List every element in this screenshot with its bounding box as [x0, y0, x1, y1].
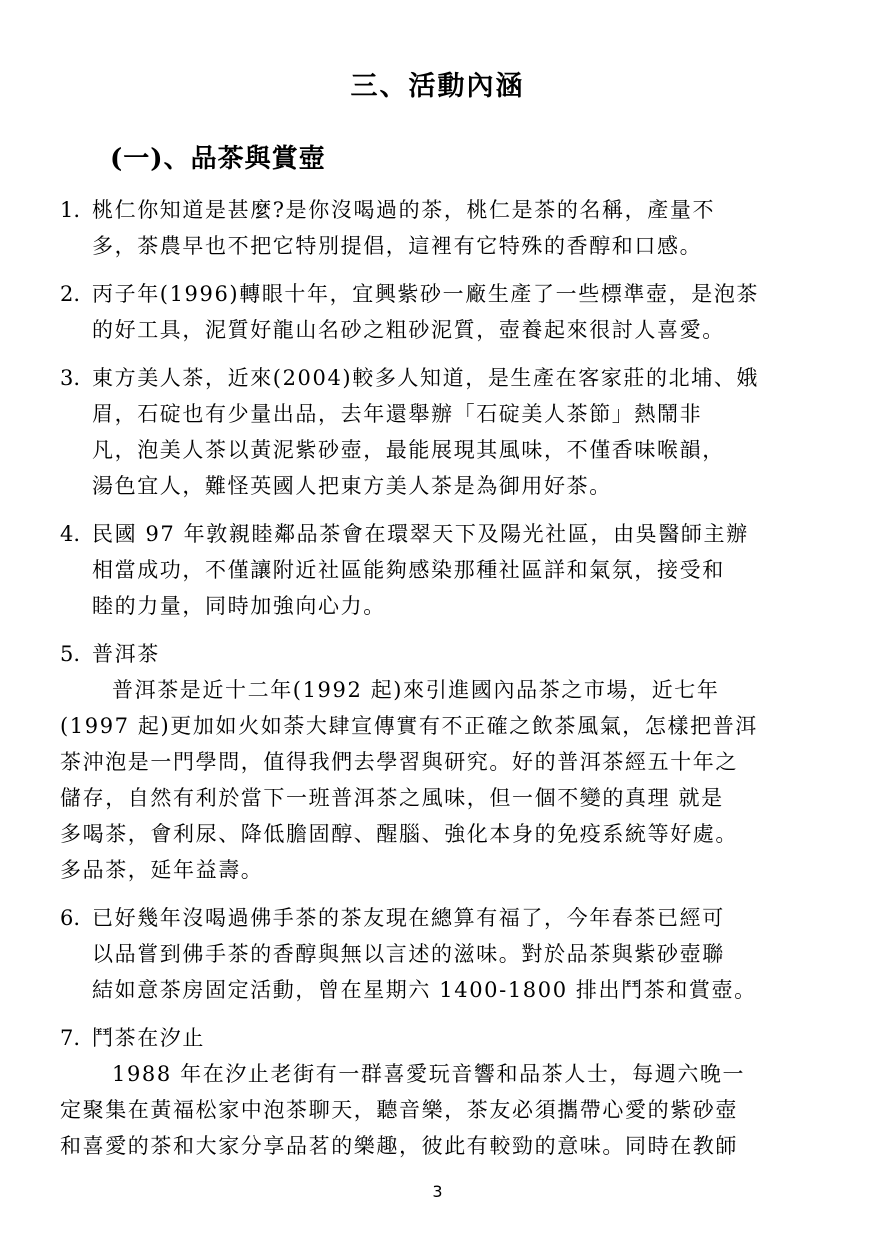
list-item-1 [60, 192, 812, 264]
paragraph-line: 普洱茶是近十二年(1992 起)來引進國內品茶之市場，近七年 [112, 678, 720, 702]
item-number: 4. [60, 522, 81, 546]
item-text-line: 相當成功，不僅讓附近社區能夠感染那種社區詳和氣氛，接受和 [92, 558, 725, 582]
page-number: 3 [432, 1182, 443, 1201]
item-text-line: 凡，泡美人茶以黃泥紫砂壺，最能展現其風味，不僅香味喉韻， [92, 438, 725, 462]
list-item-5 [60, 636, 812, 888]
document-body [60, 192, 812, 1176]
paragraph-line: 和喜愛的茶和大家分享品茗的樂趣，彼此有較勁的意味。同時在教師 [60, 1134, 738, 1158]
list-item-4 [60, 516, 812, 624]
item-text-line: 湯色宜人，難怪英國人把東方美人茶是為御用好茶。 [92, 474, 612, 498]
item-text-line: 結如意茶房固定活動，曾在星期六 1400-1800 排出鬥茶和賞壺。 [92, 978, 757, 1002]
paragraph-line: 定聚集在黃福松家中泡茶聊天，聽音樂，茶友必須攜帶心愛的紫砂壺 [60, 1098, 738, 1122]
paragraph-line: (1997 起)更加如火如荼大肆宣傳實有不正確之飲茶風氣，怎樣把普洱 [60, 714, 758, 738]
item-text-line: 已好幾年沒喝過佛手茶的茶友現在總算有福了，今年春茶已經可 [92, 906, 725, 930]
item-title: 普洱茶 [92, 642, 160, 666]
list-item-2 [60, 276, 812, 348]
item-number: 3. [60, 366, 81, 390]
item-text-line: 眉，石碇也有少量出品，去年還舉辦「石碇美人茶節」熱鬧非 [92, 402, 703, 426]
item-number: 2. [60, 282, 81, 306]
section-heading: (一)、品茶與賞壺 [110, 144, 326, 174]
item-number: 7. [60, 1026, 81, 1050]
item-text-line: 丙子年(1996)轉眼十年，宜興紫砂一廠生產了一些標準壺，是泡茶 [92, 282, 760, 306]
item-text-line: 睦的力量，同時加強向心力。 [92, 594, 386, 618]
paragraph-line: 1988 年在汐止老街有一群喜愛玩音響和品茶人士，每週六晚一 [112, 1062, 746, 1086]
paragraph-line: 多喝茶，會利尿、降低膽固醇、醒腦、強化本身的免疫系統等好處。 [60, 822, 738, 846]
paragraph-line: 儲存，自然有利於當下一班普洱茶之風味，但一個不變的真理 就是 [60, 786, 724, 810]
item-number: 1. [60, 198, 81, 222]
item-text-line: 民國 97 年敦親睦鄰品茶會在環翠天下及陽光社區，由吳醫師主辦 [92, 522, 749, 546]
list-item-3 [60, 360, 812, 504]
list-item-6 [60, 900, 812, 1008]
item-text-line: 多，茶農早也不把它特別提倡，這裡有它特殊的香醇和口感。 [92, 234, 703, 258]
page-title: 三、活動內涵 [350, 71, 525, 102]
item-text-line: 東方美人茶，近來(2004)較多人知道，是生產在客家莊的北埔、娥 [92, 366, 760, 390]
list-item-7 [60, 1020, 812, 1164]
item-text-line: 的好工具，泥質好龍山名砂之粗砂泥質，壺養起來很討人喜愛。 [92, 318, 725, 342]
item-text-line: 以品嘗到佛手茶的香醇與無以言述的滋味。對於品茶與紫砂壺聯 [92, 942, 725, 966]
item-title: 鬥茶在汐止 [92, 1026, 205, 1050]
paragraph-line: 多品茶，延年益壽。 [60, 858, 264, 882]
item-number: 6. [60, 906, 81, 930]
item-text-line: 桃仁你知道是甚麼?是你沒喝過的茶，桃仁是茶的名稱，產量不 [92, 198, 716, 222]
paragraph-line: 茶沖泡是一門學問，值得我們去學習與研究。好的普洱茶經五十年之 [60, 750, 738, 774]
item-number: 5. [60, 642, 81, 666]
